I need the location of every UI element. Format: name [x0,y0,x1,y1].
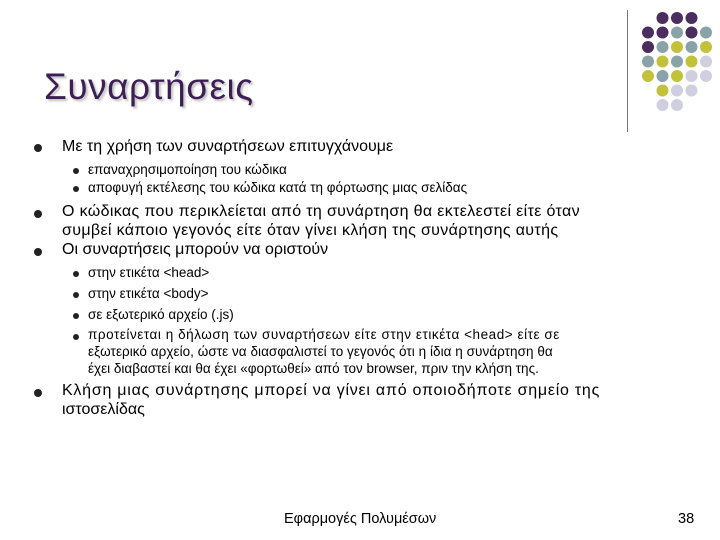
sub-bullet-dot [73,292,79,298]
bullet-text-line: συμβεί κάποιο γεγονός είτε όταν γίνει κλήση της συνάρτησης αυτής [62,222,559,239]
bullet-dot [34,248,42,256]
bullet-dot [34,144,42,152]
bullet-text: Με τη χρήση των συναρτήσεων επιτυγχάνουμε [62,138,394,155]
sub-bullet-text: αποφυγή εκτέλεσης του κώδικα κατά τη φόρτωσης μιας σελίδας [88,180,468,195]
sub-bullet-text-line: εξωτερικό αρχείο, ώστε να διασφαλιστεί το γεγονός ότι η ίδια η συνάρτηση θα [88,344,553,359]
bullet-text: Οι συναρτήσεις μπορούν να οριστούν [62,241,329,258]
slide-footer: Εφαρμογές Πολυμέσων [284,511,437,527]
sub-bullet-text: επαναχρησιμοποίηση του κώδικα [88,162,287,177]
sub-bullet-dot [73,334,79,340]
sub-bullet-text: στην ετικέτα <head> [88,265,210,280]
sub-bullet-dot [73,271,79,277]
sub-bullet-dot [73,168,79,174]
sub-bullet-dot [73,313,79,319]
bullet-dot [34,210,42,218]
bullet-text-line: ιστοσελίδας [62,401,145,418]
sub-bullet-dot [73,186,79,192]
bullet-dot [34,389,42,397]
sub-bullet-text: στην ετικέτα <body> [88,286,209,301]
sub-bullet-text-line: έχει διαβαστεί και θα έχει «φορτωθεί» από τον browser, πριν την κλήση της. [88,361,539,376]
slide-title: Συναρτήσεις [44,66,254,107]
sub-bullet-text-line: προτείνεται η δήλωση των συναρτήσεων είτε στην ετικέτα <head> είτε σε [88,327,560,342]
bullet-text-line: Κλήση μιας συνάρτησης μπορεί να γίνει από οποιοδήποτε σημείο της [62,382,601,399]
sub-bullet-text: σε εξωτερικό αρχείο (.js) [88,307,234,322]
page-number: 38 [678,511,695,527]
bullet-text-line: Ο κώδικας που περικλείεται από τη συνάρτηση θα εκτελεστεί είτε όταν [62,203,580,220]
